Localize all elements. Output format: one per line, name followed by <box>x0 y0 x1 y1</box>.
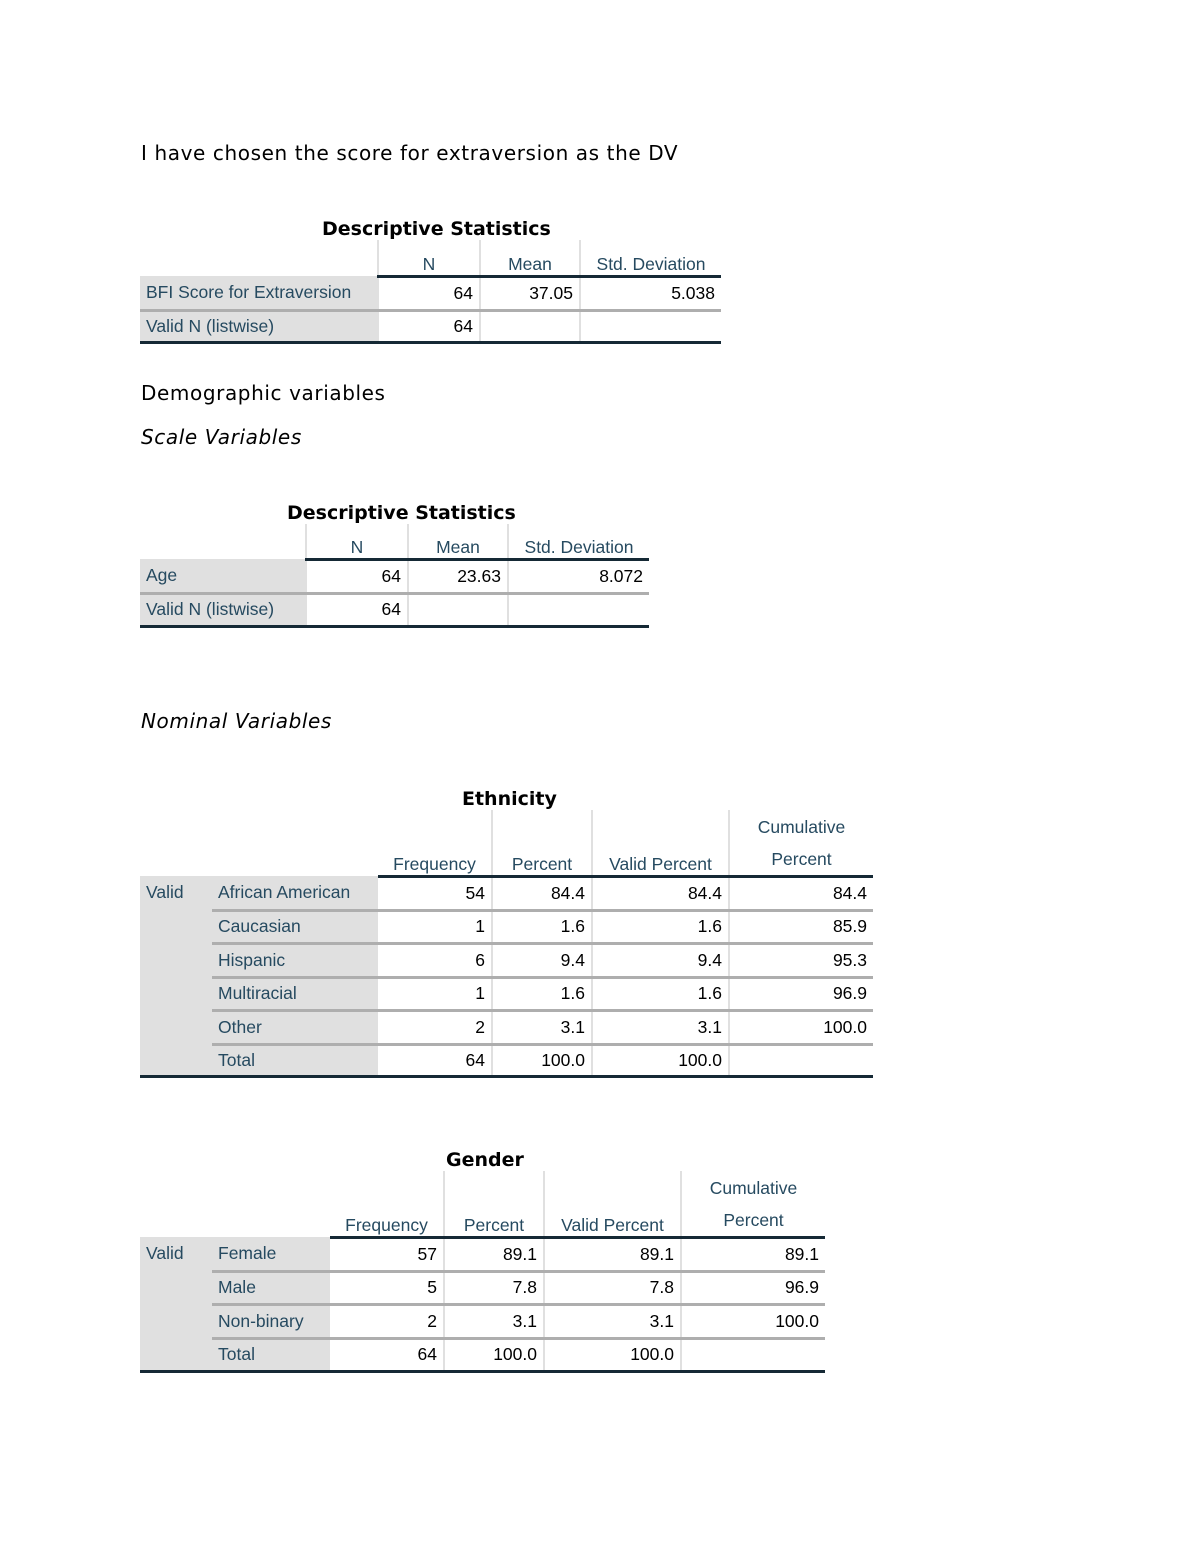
col-header-frequency: Frequency <box>330 1171 444 1237</box>
cell-cumulative-percent <box>729 1044 873 1076</box>
cell-percent: 89.1 <box>444 1237 544 1271</box>
table-row <box>140 1044 873 1076</box>
col-header-percent: Percent <box>492 810 592 876</box>
cell-valid-percent: 3.1 <box>592 1010 729 1044</box>
cell-percent: 1.6 <box>492 910 592 943</box>
cell-percent: 84.4 <box>492 876 592 910</box>
cell-sd <box>508 593 649 626</box>
col-header-valid-percent: Valid Percent <box>544 1171 681 1237</box>
extraversion-descriptives-table <box>140 240 721 344</box>
table-row <box>140 977 873 1010</box>
row-label: BFI Score for Extraversion <box>140 276 378 310</box>
gender-table-title: Gender <box>446 1149 524 1171</box>
cell-valid-percent: 84.4 <box>592 876 729 910</box>
cell-cumulative-percent: 95.3 <box>729 943 873 977</box>
col-header-mean: Mean <box>480 240 580 276</box>
cell-cumulative-percent: 96.9 <box>681 1271 825 1304</box>
row-label: Other <box>212 1010 378 1044</box>
cell-mean <box>408 593 508 626</box>
cell-sd <box>580 310 721 342</box>
cell-cumulative-percent: 100.0 <box>681 1304 825 1338</box>
cell-frequency: 64 <box>378 1044 492 1076</box>
ethnicity-frequency-table <box>140 810 873 1078</box>
cell-valid-percent: 9.4 <box>592 943 729 977</box>
table-row <box>140 559 649 593</box>
table-row <box>140 910 873 943</box>
cell-valid-percent: 1.6 <box>592 910 729 943</box>
cell-frequency: 2 <box>378 1010 492 1044</box>
col-header-mean: Mean <box>408 524 508 559</box>
cell-valid-percent: 89.1 <box>544 1237 681 1271</box>
cell-frequency: 64 <box>330 1338 444 1371</box>
row-label: Multiracial <box>212 977 378 1010</box>
col-header-n: N <box>378 240 480 276</box>
table-row <box>140 593 649 626</box>
row-label: Female <box>212 1237 330 1271</box>
cell-valid-percent: 7.8 <box>544 1271 681 1304</box>
cell-frequency: 2 <box>330 1304 444 1338</box>
cell-sd: 8.072 <box>508 559 649 593</box>
cell-percent: 1.6 <box>492 977 592 1010</box>
cell-n: 64 <box>378 276 480 310</box>
table-row <box>140 1338 825 1371</box>
row-label: Non-binary <box>212 1304 330 1338</box>
cell-cumulative-percent: 85.9 <box>729 910 873 943</box>
table-row <box>140 876 873 910</box>
cell-percent: 3.1 <box>492 1010 592 1044</box>
row-label: Male <box>212 1271 330 1304</box>
cell-mean <box>480 310 580 342</box>
row-label: African American <box>212 876 378 910</box>
table-row <box>140 1304 825 1338</box>
cell-frequency: 1 <box>378 910 492 943</box>
table-row <box>140 943 873 977</box>
cell-mean: 23.63 <box>408 559 508 593</box>
group-label: Valid <box>140 876 212 1076</box>
cell-n: 64 <box>306 593 408 626</box>
scale-variables-heading: Scale Variables <box>141 425 302 449</box>
nominal-variables-heading: Nominal Variables <box>141 709 332 733</box>
group-label: Valid <box>140 1237 212 1371</box>
cell-frequency: 57 <box>330 1237 444 1271</box>
cell-percent: 100.0 <box>444 1338 544 1371</box>
row-label: Total <box>212 1044 378 1076</box>
cell-percent: 9.4 <box>492 943 592 977</box>
cell-cumulative-percent: 96.9 <box>729 977 873 1010</box>
col-header-cumulative-percent: Cumulative Percent <box>681 1171 825 1237</box>
cell-n: 64 <box>306 559 408 593</box>
row-label: Age <box>140 559 306 593</box>
gender-frequency-table <box>140 1171 825 1373</box>
row-label: Total <box>212 1338 330 1371</box>
col-header-n: N <box>306 524 408 559</box>
col-header-valid-percent: Valid Percent <box>592 810 729 876</box>
cell-valid-percent: 3.1 <box>544 1304 681 1338</box>
cell-n: 64 <box>378 310 480 342</box>
row-label: Hispanic <box>212 943 378 977</box>
table-row <box>140 1237 825 1271</box>
cell-valid-percent: 100.0 <box>592 1044 729 1076</box>
cell-frequency: 5 <box>330 1271 444 1304</box>
cell-frequency: 54 <box>378 876 492 910</box>
cell-frequency: 6 <box>378 943 492 977</box>
table-row <box>140 276 721 310</box>
table-row <box>140 310 721 342</box>
extraversion-table-title: Descriptive Statistics <box>322 218 551 240</box>
cell-percent: 7.8 <box>444 1271 544 1304</box>
row-label: Valid N (listwise) <box>140 310 378 342</box>
ethnicity-table-title: Ethnicity <box>462 788 557 810</box>
table-row <box>140 1010 873 1044</box>
cell-percent: 100.0 <box>492 1044 592 1076</box>
row-label: Valid N (listwise) <box>140 593 306 626</box>
cell-sd: 5.038 <box>580 276 721 310</box>
col-header-cumulative-percent: Cumulative Percent <box>729 810 873 876</box>
age-table-title: Descriptive Statistics <box>287 502 516 524</box>
cell-frequency: 1 <box>378 977 492 1010</box>
table-row <box>140 1271 825 1304</box>
row-label: Caucasian <box>212 910 378 943</box>
col-header-std-deviation: Std. Deviation <box>508 524 649 559</box>
col-header-std-deviation: Std. Deviation <box>580 240 721 276</box>
cell-valid-percent: 1.6 <box>592 977 729 1010</box>
cell-valid-percent: 100.0 <box>544 1338 681 1371</box>
cell-cumulative-percent: 89.1 <box>681 1237 825 1271</box>
cell-cumulative-percent: 100.0 <box>729 1010 873 1044</box>
cell-cumulative-percent: 84.4 <box>729 876 873 910</box>
cell-mean: 37.05 <box>480 276 580 310</box>
dv-intro-text: I have chosen the score for extraversion as the DV <box>141 141 679 165</box>
demographic-heading: Demographic variables <box>141 381 386 405</box>
col-header-frequency: Frequency <box>378 810 492 876</box>
cell-percent: 3.1 <box>444 1304 544 1338</box>
age-descriptives-table <box>140 524 649 628</box>
col-header-percent: Percent <box>444 1171 544 1237</box>
cell-cumulative-percent <box>681 1338 825 1371</box>
